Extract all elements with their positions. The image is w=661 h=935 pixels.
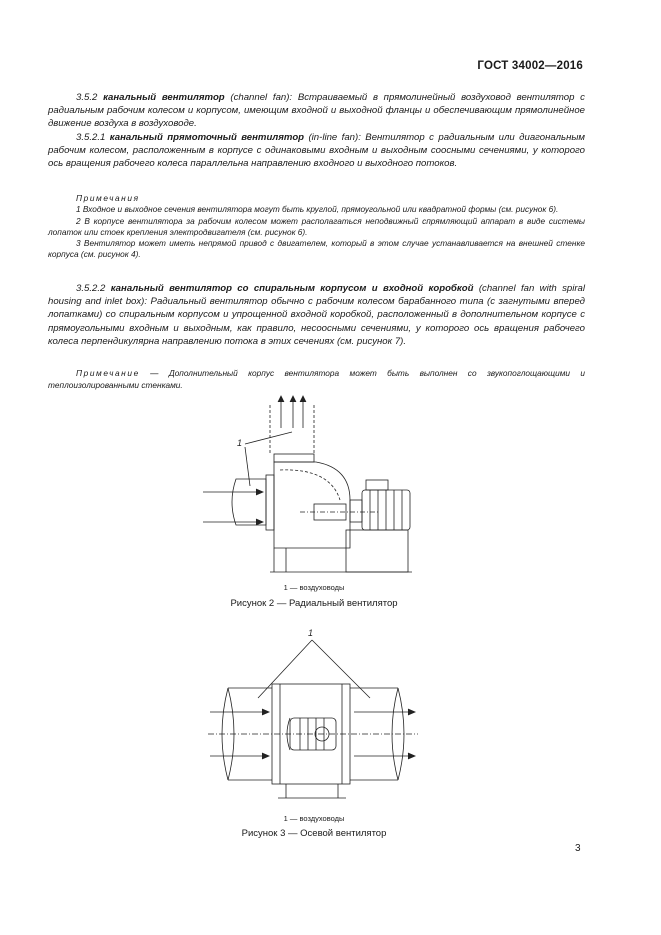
- notes-heading: Примечания: [76, 193, 140, 203]
- note-2: 2 В корпусе вентилятора за рабочим колесом может располагаться неподвижный спрямляющий аппарат в виде системы лопаток или стоек крепления электродвигателя (см. рисунок 6).: [48, 215, 585, 237]
- term: канальный вентилятор: [103, 92, 225, 103]
- term: канальный вентилятор со спиральным корпусом и входной коробкой: [110, 283, 474, 294]
- figure-2-key: 1 — воздуховоды: [283, 583, 345, 592]
- definition: Вентилятор с радиальным или диагональным рабочим колесом, расположенным в корпусе с одинаковыми входным и выходным соосными сечениями, у которого ось вращения рабочего колеса параллельна направлению входного и выходного потоков.: [48, 131, 585, 170]
- note-heading: Примечание: [76, 368, 140, 378]
- term-en: (channel fan with spiral housing and inlet box):: [48, 283, 586, 308]
- definition: Радиальный вентилятор обычно с рабочим колесом барабанного типа (с загнутыми вперед лопатками) со спиральным корпусом и упрощенной входной коробкой, расположенный в дополнительном корпусе с прямоугольными входным и выходным, как правило, несоосными сечениями, у которого ось вращения рабочего колеса перпендикулярна направлению потока в этих сечениях (см. рисунок 7).: [48, 296, 585, 347]
- document-code: ГОСТ 34002—2016: [477, 60, 583, 72]
- figure-3-marker: 1: [308, 628, 314, 638]
- term: канальный прямоточный вентилятор: [109, 131, 305, 143]
- note-text: — Дополнительный корпус вентилятора может быть выполнен со звукопоглощающими и теплоизолированными стенками.: [48, 368, 585, 390]
- clause-number: 3.5.2.1: [76, 131, 106, 143]
- clause-number: 3.5.2.2: [76, 283, 106, 294]
- figure-2-caption: Рисунок 2 — Радиальный вентилятор: [230, 598, 398, 609]
- term-en: (channel fan):: [230, 92, 293, 103]
- term-en: (in-line fan):: [308, 131, 361, 143]
- leader-line: [312, 640, 370, 698]
- page-number: 3: [575, 843, 581, 854]
- support-feet: [278, 784, 346, 798]
- figure-3-caption: Рисунок 3 — Осевой вентилятор: [241, 828, 387, 839]
- figure-3-key: 1 — воздуховоды: [283, 814, 345, 823]
- note-1: 1 Входное и выходное сечения вентилятора могут быть круглой, прямоугольной или квадратной формы (см. рисунок 6).: [76, 204, 559, 215]
- figure-2-marker: 1: [237, 438, 243, 448]
- leader-line: [258, 640, 312, 698]
- note-3: 3 Вентилятор может иметь непрямой привод с двигателем, который в этом случае устанавливается на внешней стенке корпуса (см. рисунок 4).: [48, 238, 585, 260]
- definition: Встраиваемый в прямолинейный воздуховод вентилятор с радиальным рабочим колесом и корпусом, имеющим входной и выходной фланцы и обеспечивающим прямолинейное движение воздуха в воздуховоде.: [48, 92, 585, 130]
- clause-number: 3.5.2: [76, 92, 98, 103]
